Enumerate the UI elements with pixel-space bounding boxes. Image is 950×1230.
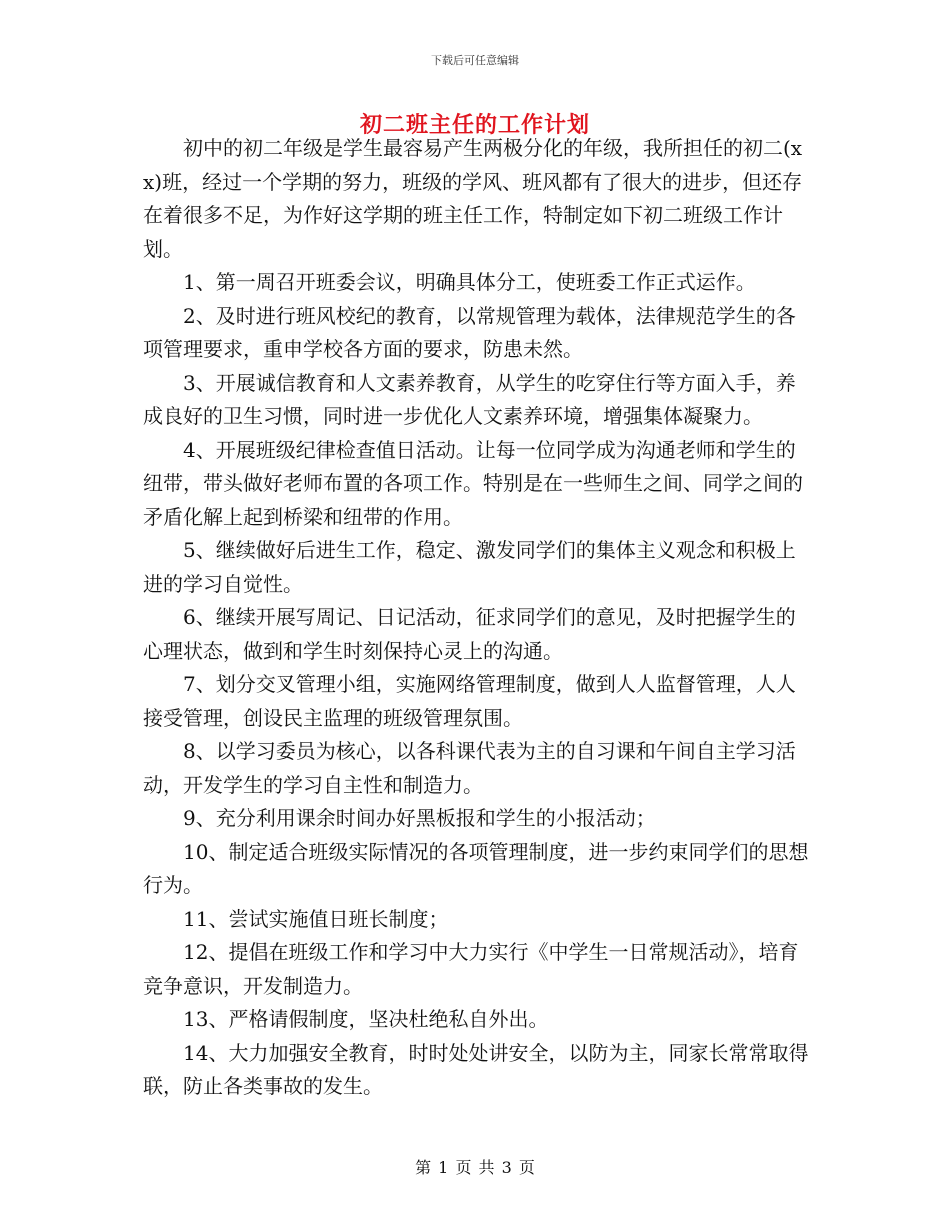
plan-item-12: 12、提倡在班级工作和学习中大力实行《中学生一日常规活动》，培育竞争意识，开发制造力。	[143, 940, 799, 998]
plan-item-11: 11、尝试实施值日班长制度；	[183, 906, 449, 931]
intro-paragraph: 初中的初二年级是学生最容易产生两极分化的年级，我所担任的初二(xx)班，经过一个学期的努力，班级的学风、班风都有了很大的进步，但还存在着很多不足，为作好这学期的班主任工作，特制定如下初二班级工作计划。	[143, 136, 803, 261]
plan-item-1: 1、第一周召开班委会议，明确具体分工，使班委工作正式运作。	[183, 270, 756, 294]
plan-item-5: 5、继续做好后进生工作，稳定、激发同学们的集体主义观念和积极上进的学习自觉性。	[143, 538, 796, 596]
plan-item-2: 2、及时进行班风校纪的教育，以常规管理为载体，法律规范学生的各项管理要求，重申学校各方面的要求，防患未然。	[143, 303, 796, 361]
document-title: 初二班主任的工作计划	[359, 112, 590, 138]
plan-item-4: 4、开展班级纪律检查值日活动。让每一位同学成为沟通老师和学生的纽带，带头做好老师布置的各项工作。特别是在一些师生之间、同学之间的矛盾化解上起到桥梁和纽带的作用。	[143, 437, 803, 529]
document-body	[143, 132, 813, 1104]
plan-item-13: 13、严格请假制度，坚决杜绝私自外出。	[183, 1007, 549, 1031]
plan-item-6: 6、继续开展写周记、日记活动，征求同学们的意见，及时把握学生的心理状态，做到和学生时刻保持心灵上的沟通。	[143, 605, 796, 663]
plan-item-14: 14、大力加强安全教育，时时处处讲安全，以防为主，同家长常常取得联，防止各类事故的发生。	[143, 1040, 809, 1098]
header-note: 下载后可任意编辑	[431, 54, 519, 67]
page-footer: 第 1 页 共 3 页	[415, 1158, 535, 1177]
plan-item-10: 10、制定适合班级实际情况的各项管理制度，进一步约束同学们的思想行为。	[143, 839, 809, 897]
plan-item-7: 7、划分交叉管理小组，实施网络管理制度，做到人人监督管理，人人接受管理，创设民主监理的班级管理氛围。	[143, 672, 796, 730]
plan-item-9: 9、充分利用课余时间办好黑板报和学生的小报活动；	[183, 806, 656, 830]
plan-item-3: 3、开展诚信教育和人文素养教育，从学生的吃穿住行等方面入手，养成良好的卫生习惯，同时进一步优化人文素养环境，增强集体凝聚力。	[143, 370, 796, 428]
plan-item-8: 8、以学习委员为核心，以各科课代表为主的自习课和午间自主学习活动，开发学生的学习自主性和制造力。	[143, 739, 796, 797]
